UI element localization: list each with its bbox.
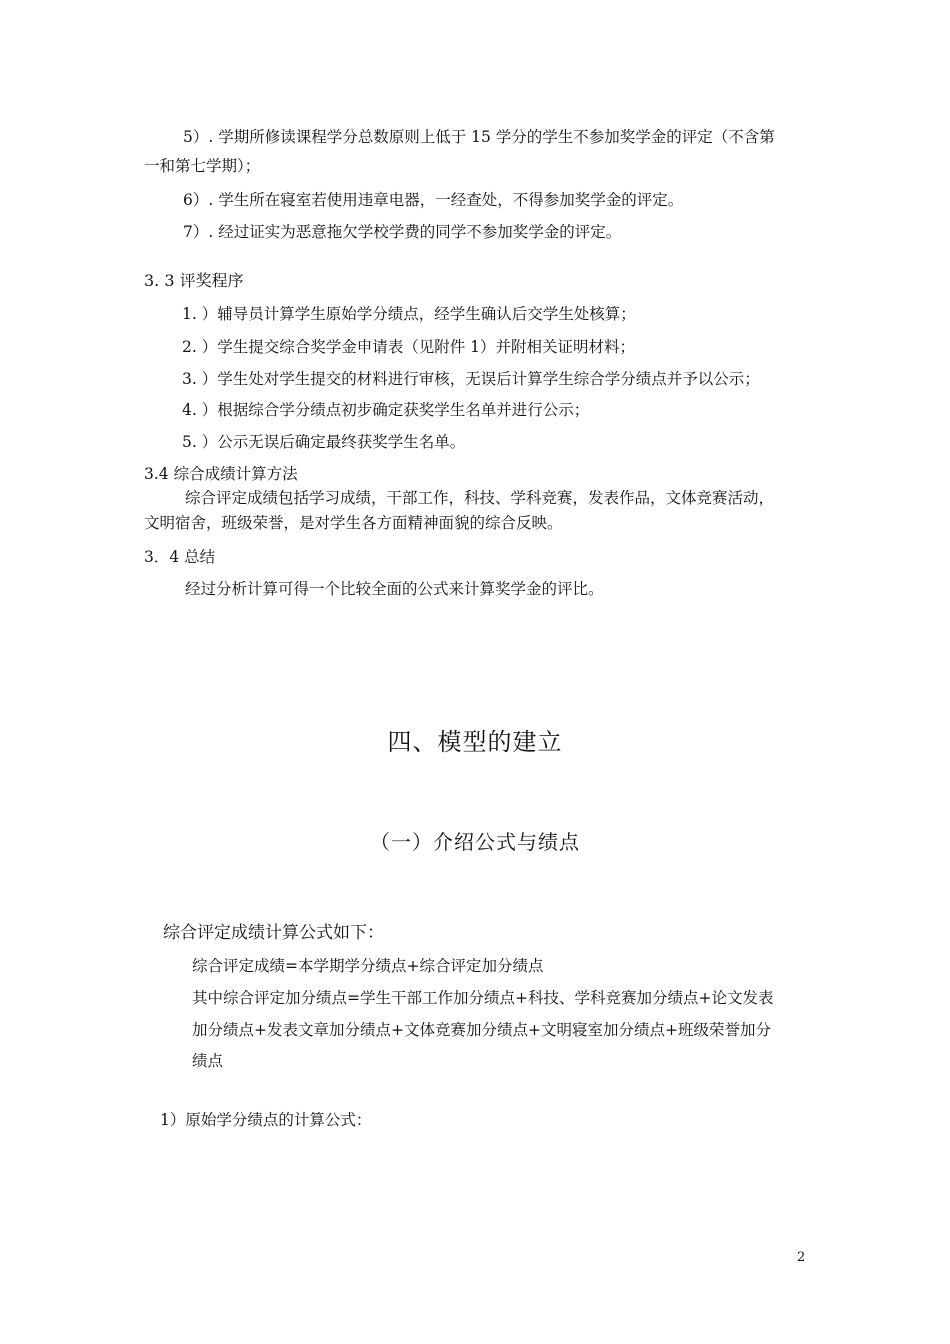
formula-detail-line-1: 其中综合评定加分绩点=学生干部工作加分绩点+科技、学科竞赛加分绩点+论文发表	[192, 989, 774, 1007]
chapter-title: 四、模型的建立	[387, 728, 563, 756]
formula-main: 综合评定成绩=本学期学分绩点+综合评定加分绩点	[192, 957, 544, 975]
section-title: （一）介绍公式与绩点	[370, 830, 580, 854]
formula-intro: 综合评定成绩计算公式如下：	[163, 923, 384, 943]
procedure-step-2: 2. ）学生提交综合奖学金申请表（见附件 1）并附相关证明材料；	[182, 338, 636, 356]
procedure-heading: 3. 3 评奖程序	[144, 271, 244, 290]
criterion-6: 6）. 学生所在寝室若使用违章电器，一经查处，不得参加奖学金的评定。	[183, 191, 684, 209]
page-number: 2	[797, 1250, 806, 1265]
subsection-heading: 1）原始学分绩点的计算公式：	[160, 1111, 372, 1129]
summary-text: 经过分析计算可得一个比较全面的公式来计算奖学金的评比。	[185, 580, 604, 598]
criterion-5-line2: 一和第七学期）；	[144, 157, 261, 175]
criterion-7: 7）. 经过证实为恶意拖欠学校学费的同学不参加奖学金的评定。	[183, 223, 622, 241]
procedure-step-1: 1. ）辅导员计算学生原始学分绩点，经学生确认后交学生处核算；	[182, 305, 636, 323]
method-line-1: 综合评定成绩包括学习成绩，干部工作，科技、学科竞赛，发表作品，文体竞赛活动，	[185, 489, 775, 507]
procedure-step-5: 5. ）公示无误后确定最终获奖学生名单。	[182, 433, 466, 451]
summary-heading: 3．4 总结	[144, 548, 216, 566]
method-line-2: 文明宿舍，班级荣誉，是对学生各方面精神面貌的综合反映。	[144, 514, 563, 532]
method-heading: 3.4 综合成绩计算方法	[144, 465, 298, 483]
formula-detail-line-3: 绩点	[192, 1052, 224, 1070]
procedure-step-4: 4. ）根据综合学分绩点初步确定获奖学生名单并进行公示；	[182, 401, 590, 419]
procedure-step-3: 3. ）学生处对学生提交的材料进行审核，无误后计算学生综合学分绩点并予以公示；	[182, 370, 760, 388]
criterion-5-line1: 5）. 学期所修读课程学分总数原则上低于 15 学分的学生不参加奖学金的评定（不含第	[183, 128, 775, 146]
formula-detail-line-2: 加分绩点+发表文章加分绩点+文体竞赛加分绩点+文明寝室加分绩点+班级荣誉加分	[192, 1021, 771, 1039]
